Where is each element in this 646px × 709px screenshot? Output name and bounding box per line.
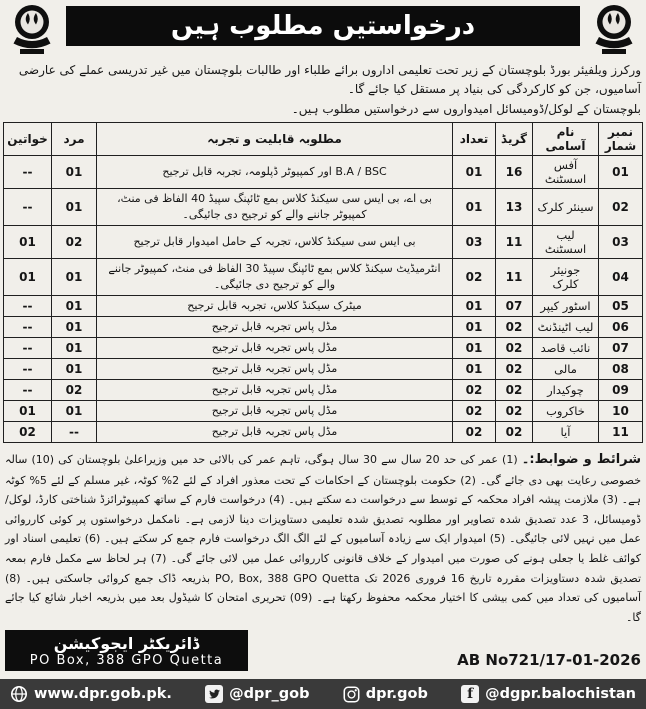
post-name-cell: آفس اسسٹنٹ <box>533 156 599 189</box>
website-url: www.dpr.gob.pk. <box>34 686 172 702</box>
twitter-handle: @dpr_gob <box>229 686 310 702</box>
intro-paragraph <box>3 60 643 121</box>
grade-cell: 02 <box>496 400 533 421</box>
qualification-cell: مڈل پاس تجربہ قابل ترجیح <box>97 421 453 442</box>
male-count-cell: 02 <box>52 226 97 259</box>
table-row <box>4 259 643 296</box>
post-name-cell: نائب قاصد <box>533 337 599 358</box>
female-count-cell: 01 <box>4 259 52 296</box>
table-header-row <box>4 123 643 156</box>
instagram-item <box>343 686 428 703</box>
grade-cell: 02 <box>496 421 533 442</box>
male-count-cell: 01 <box>52 189 97 226</box>
grade-cell: 11 <box>496 226 533 259</box>
serial-cell: 09 <box>599 379 643 400</box>
globe-icon <box>10 685 28 703</box>
qualification-cell: مڈل پاس تجربہ قابل ترجیح <box>97 337 453 358</box>
post-name-cell: خاکروب <box>533 400 599 421</box>
qualification-cell: انٹرمیڈیٹ سیکنڈ کلاس بمع ٹائپنگ سپیڈ 30 الفاظ فی منٹ، کمپیوٹر جاننے والے کو ترجیح دی جائیگی۔ <box>97 259 453 296</box>
twitter-item <box>205 685 309 703</box>
grade-cell: 11 <box>496 259 533 296</box>
instagram-icon <box>343 686 360 703</box>
female-count-cell: 01 <box>4 226 52 259</box>
advertisement-ref-no: AB No721/17-01-2026 <box>457 651 641 670</box>
table-row <box>4 379 643 400</box>
male-count-cell: -- <box>52 421 97 442</box>
facebook-handle: @dgpr.balochistan <box>485 686 636 702</box>
count-cell: 01 <box>453 337 496 358</box>
grade-cell: 02 <box>496 337 533 358</box>
grade-cell: 13 <box>496 189 533 226</box>
grade-cell: 07 <box>496 296 533 317</box>
table-row <box>4 156 643 189</box>
grade-cell: 02 <box>496 317 533 338</box>
intro-line-1: ورکرز ویلفیئر بورڈ بلوچستان کے زیر تحت تعلیمی اداروں برائے طلباء اور طالبات بلوچستان میں غیر تدریسی عملے کی عارضی آسامیوں، جن کو کارکردگی کی بنیاد پر مستقل کیا جائے گا۔ <box>18 63 641 97</box>
count-cell: 02 <box>453 400 496 421</box>
count-cell: 02 <box>453 259 496 296</box>
post-name-cell: مالی <box>533 358 599 379</box>
facebook-icon: f <box>461 685 479 703</box>
count-cell: 01 <box>453 358 496 379</box>
po-box-address: PO Box, 388 GPO Quetta <box>29 653 224 669</box>
serial-cell: 04 <box>599 259 643 296</box>
grade-cell: 02 <box>496 358 533 379</box>
table-row <box>4 189 643 226</box>
qualification-cell: بی اے، بی ایس سی سیکنڈ کلاس بمع ٹائپنگ سپیڈ 40 الفاظ فی منٹ، کمپیوٹر جاننے والے کو ترجیح دی جائیگی۔ <box>97 189 453 226</box>
header-male: مرد <box>52 123 97 156</box>
serial-cell: 01 <box>599 156 643 189</box>
instagram-handle: dpr.gob <box>365 686 428 702</box>
post-name-cell: چوکیدار <box>533 379 599 400</box>
table-row <box>4 337 643 358</box>
table-body <box>4 156 643 442</box>
table-row <box>4 358 643 379</box>
header-post: نام آسامی <box>533 123 599 156</box>
count-cell: 02 <box>453 421 496 442</box>
header <box>3 3 643 60</box>
director-signature-box <box>5 630 248 671</box>
bottom-row <box>3 630 643 671</box>
terms-and-conditions <box>3 443 643 628</box>
qualification-cell: میٹرک سیکنڈ کلاس، تجربہ قابل ترجیح <box>97 296 453 317</box>
post-name-cell: لیب اٹینڈنٹ <box>533 317 599 338</box>
grade-cell: 02 <box>496 379 533 400</box>
facebook-item <box>461 685 636 703</box>
qualification-cell: B.A / BSC اور کمپیوٹر ڈپلومہ، تجربہ قابل ترجیح <box>97 156 453 189</box>
post-name-cell: جونیئر کلرک <box>533 259 599 296</box>
post-name-cell: لیب اسسٹنٹ <box>533 226 599 259</box>
female-count-cell: 02 <box>4 421 52 442</box>
count-cell: 01 <box>453 156 496 189</box>
male-count-cell: 01 <box>52 337 97 358</box>
intro-line-2: بلوچستان کے لوکل/ڈومیسائل امیدواروں سے درخواستیں مطلوب ہیں۔ <box>291 101 641 116</box>
male-count-cell: 01 <box>52 156 97 189</box>
male-count-cell: 01 <box>52 259 97 296</box>
table-row <box>4 421 643 442</box>
header-grade: گریڈ <box>496 123 533 156</box>
page-title: درخواستیں مطلوب ہیں <box>66 6 580 46</box>
serial-cell: 05 <box>599 296 643 317</box>
male-count-cell: 01 <box>52 317 97 338</box>
male-count-cell: 01 <box>52 296 97 317</box>
serial-cell: 03 <box>599 226 643 259</box>
serial-cell: 08 <box>599 358 643 379</box>
serial-cell: 11 <box>599 421 643 442</box>
serial-cell: 06 <box>599 317 643 338</box>
qualification-cell: مڈل پاس تجربہ قابل ترجیح <box>97 358 453 379</box>
female-count-cell: -- <box>4 337 52 358</box>
female-count-cell: 01 <box>4 400 52 421</box>
count-cell: 02 <box>453 379 496 400</box>
wwb-emblem-right-icon <box>585 3 643 59</box>
qualification-cell: بی ایس سی سیکنڈ کلاس، تجربہ کے حامل امیدوار قابل ترجیح <box>97 226 453 259</box>
table-row <box>4 226 643 259</box>
male-count-cell: 01 <box>52 358 97 379</box>
female-count-cell: -- <box>4 317 52 338</box>
female-count-cell: -- <box>4 358 52 379</box>
post-name-cell: آیا <box>533 421 599 442</box>
serial-cell: 02 <box>599 189 643 226</box>
female-count-cell: -- <box>4 189 52 226</box>
terms-heading: شرائط و ضوابط:۔ <box>521 451 642 467</box>
serial-cell: 10 <box>599 400 643 421</box>
director-title: ڈائریکٹر ایجوکیشن <box>53 634 200 654</box>
grade-cell: 16 <box>496 156 533 189</box>
header-count: تعداد <box>453 123 496 156</box>
table-row <box>4 317 643 338</box>
table-row <box>4 400 643 421</box>
qualification-cell: مڈل پاس تجربہ قابل ترجیح <box>97 400 453 421</box>
header-serial: نمبر شمار <box>599 123 643 156</box>
count-cell: 01 <box>453 317 496 338</box>
count-cell: 03 <box>453 226 496 259</box>
wwb-emblem-left-icon <box>3 3 61 59</box>
count-cell: 01 <box>453 296 496 317</box>
table-row <box>4 296 643 317</box>
header-qualification: مطلوبہ قابلیت و تجربہ <box>97 123 453 156</box>
header-female: خواتین <box>4 123 52 156</box>
serial-cell: 07 <box>599 337 643 358</box>
social-media-bar <box>0 679 646 709</box>
vacancies-table <box>3 122 643 442</box>
female-count-cell: -- <box>4 156 52 189</box>
male-count-cell: 02 <box>52 379 97 400</box>
female-count-cell: -- <box>4 379 52 400</box>
website-item <box>10 685 172 703</box>
qualification-cell: مڈل پاس تجربہ قابل ترجیح <box>97 379 453 400</box>
qualification-cell: مڈل پاس تجربہ قابل ترجیح <box>97 317 453 338</box>
count-cell: 01 <box>453 189 496 226</box>
female-count-cell: -- <box>4 296 52 317</box>
post-name-cell: اسٹور کیپر <box>533 296 599 317</box>
post-name-cell: سینئر کلرک <box>533 189 599 226</box>
male-count-cell: 01 <box>52 400 97 421</box>
terms-body: (1) عمر کی حد 20 سال سے 30 سال ہوگی، تاہم عمر کی بالائی حد میں وزیراعلیٰ بلوچستان کی (10) سالہ خصوصی رعایت بھی دی جائے گی۔ (2) حکومت بلوچستان کے احکامات کے تحت معذور افراد کے لئے 2% کوٹہ، غیر مسلم کے لئے 5% کوٹہ ہے۔ (3) ملازمت پیشہ افراد محکمہ کے توسط سے درخواست دے سکتے ہیں۔ (4) درخواست فارم کے ساتھ کمپیوٹرائزڈ شناختی کارڈ، لوکل/ڈومیسائل، 3 عدد تصدیق شدہ تصاویر اور مطلوبہ تصدیق شدہ تعلیمی دستاویزات دینا لازمی ہے۔ نامکمل درخواستوں پر کوئی کارروائی عمل میں نہیں لائی جائیگی۔ (5) امیدوار ایک سے زیادہ آسامیوں کے لئے الگ الگ درخواست فارم جمع کر سکتے ہیں۔ (6) تعلیمی اسناد اور کوائف غلط یا جعلی ہونے کی صورت میں امیدوار کے خلاف قانونی کارروائی عمل میں لائی جائے گی۔ (7) ہر لحاظ سے مکمل فارم بمعہ تصدیق شدہ دستاویزات مقررہ تاریخ 16 فروری 2026 تک PO, Box, 388 GPO Quetta بذریعہ ڈاک جمع کروائی جاسکتی ہیں۔ (8) آسامیوں کی تعداد میں کمی بیشی کا اختیار محکمہ محفوظ رکھتا ہے۔ (09) تحریری امتحان کا شیڈول بعد میں بذریعہ اخبار شائع کیا جائے گا۔ <box>5 452 642 624</box>
twitter-icon <box>205 685 223 703</box>
